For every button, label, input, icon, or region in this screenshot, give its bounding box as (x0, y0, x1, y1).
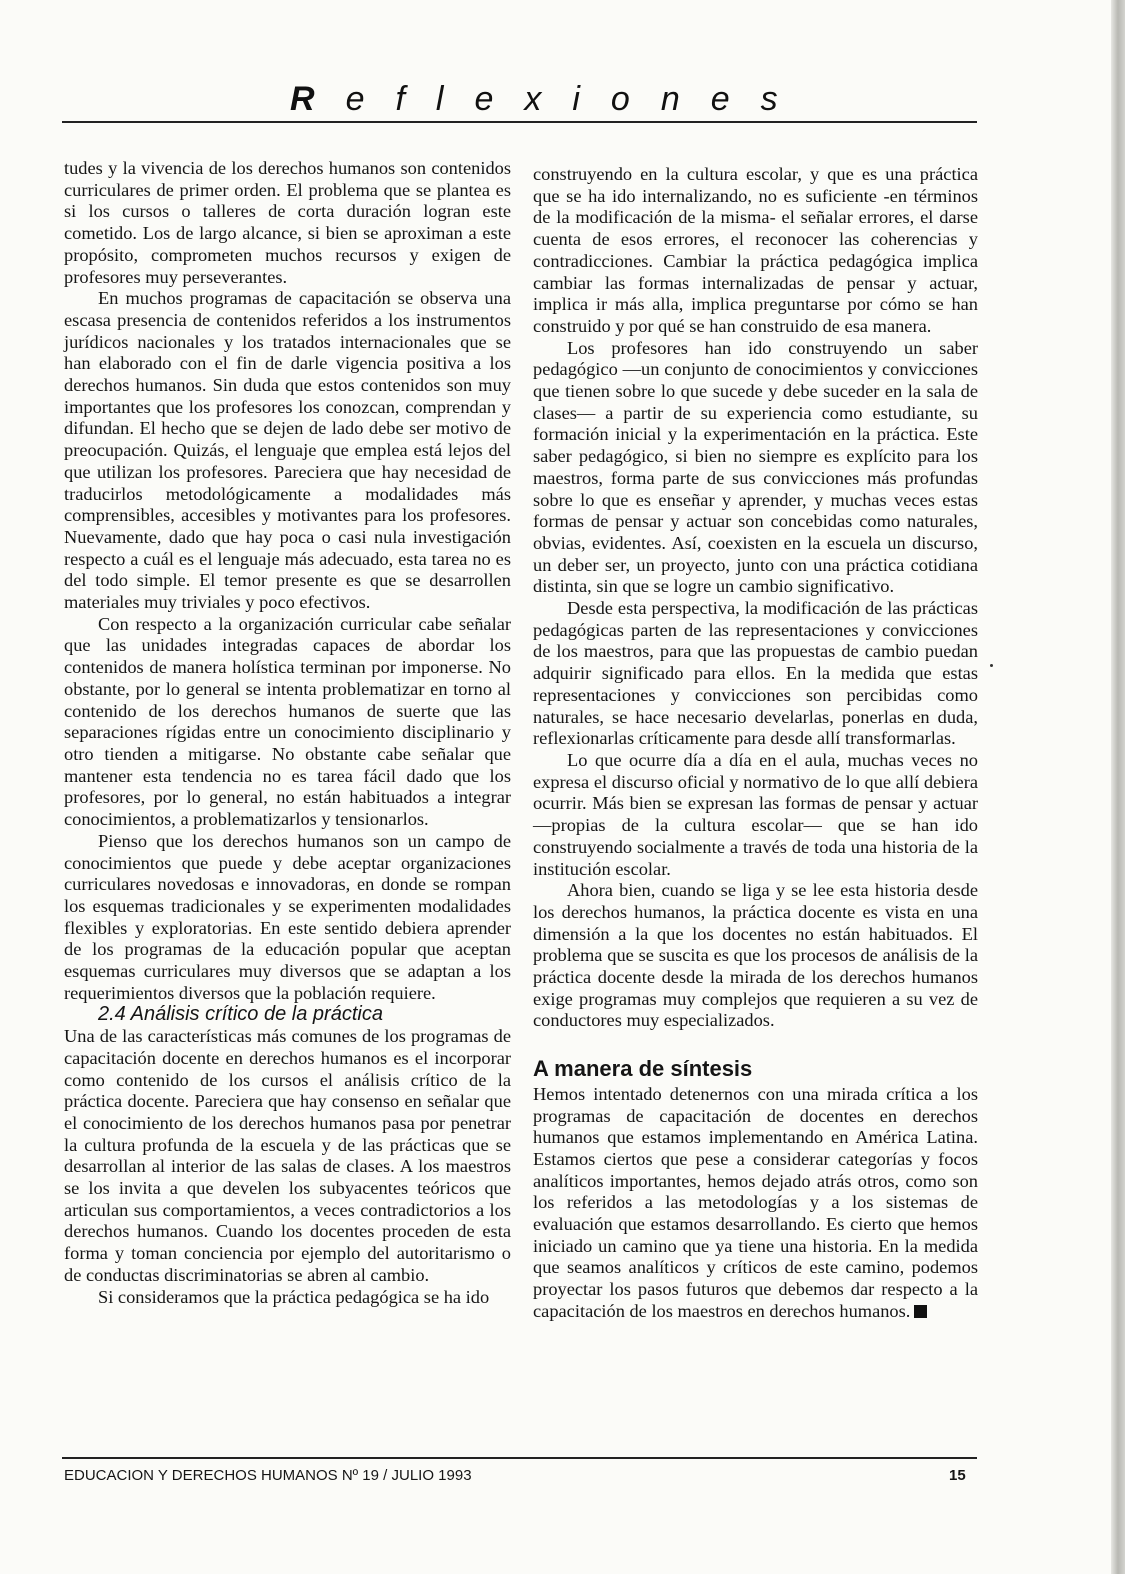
print-speck (990, 664, 993, 667)
paragraph: tudes y la vivencia de los derechos humanos son contenidos curriculares de primer orden. El problema que se plantea es si los cursos o talleres de corta duración logran este cometido. Los de largo alcance, si bien se aproximan a este propósito, comprometen muchos recursos y exigen de profesores muy perseverantes. (64, 158, 511, 287)
paragraph: Desde esta perspectiva, la modificación de las prácticas pedagógicas parten de las representaciones y convicciones de los maestros, para que las propuestas de cambio puedan adquirir significado para ellos. En la medida que estas representaciones y convicciones son percibidas como naturales, se hace necesario develarlas, ponerlas en duda, reflexionarlas críticamente para desde allí transformarlas. (533, 598, 978, 749)
section-heading: A manera de síntesis (533, 1056, 753, 1082)
paragraph: Lo que ocurre día a día en el aula, muchas veces no expresa el discurso oficial y normativo de lo que allí debiera ocurrir. Más bien se expresan las formas de pensar y actuar —propias de la cultura escolar— que se han ido construyendo socialmente a través de toda una historia de la institución escolar. (533, 749, 978, 879)
footer-publication: EDUCACION Y DERECHOS HUMANOS Nº 19 / JULIO 1993 (64, 1467, 472, 1484)
paragraph: Si consideramos que la práctica pedagógica se ha ido (98, 1286, 490, 1307)
paragraph-final (533, 1084, 978, 1323)
header-rule (62, 121, 977, 123)
paragraph: Ahora bien, cuando se liga y se lee esta historia desde los derechos humanos, la práctica docente es vista en una dimensión a la que los docentes no están habituados. El problema que se suscita es que los procesos de análisis de la práctica docente desde la mirada de los derechos humanos exige programas muy complejos que requieren a su vez de conductores muy especializados. (533, 880, 978, 1031)
right-column (533, 164, 978, 1323)
section-header-rest: eflexiones (345, 80, 809, 118)
footer-rule (62, 1457, 977, 1459)
paragraph: En muchos programas de capacitación se observa una escasa presencia de contenidos referidos a los instrumentos jurídicos nacionales y los tratados internacionales que se han elaborado con el fin de darle vigencia positiva a los derechos humanos. Sin duda que estos contenidos son muy importantes que los profesores los conozcan, comprendan y difundan. El hecho que se dejen de lado debe ser motivo de preocupación. Quizás, el lenguaje que emplea está lejos del que utilizan los profesores. Pareciera que hay necesidad de traducirlos metodológicamente a modalidades más comprensibles, accesibles y motivantes para los profesores. Nuevamente, dado que hay poca o casi nula investigación respecto a cuál es el lenguaje más adecuado, esta tarea no es del todo simple. El temor presente es que se desarrollen materiales muy triviales y poco efectivos. (64, 288, 511, 613)
page-binding-edge (1111, 0, 1125, 1574)
paragraph: Con respecto a la organización curricular cabe señalar que las unidades integradas capaces de abordar los contenidos de manera holística terminan por imponerse. No obstante, por lo general se intenta problematizar en torno al contenido de los derechos humanos de suerte que las separaciones rígidas entre un conocimiento disciplinario y otro tienden a mitigarse. No obstante cabe señalar que mantener esta tendencia no es tarea fácil dado que los profesores, por lo general, no están habituados a integrar conocimientos, a problematizarlos y tensionarlos. (64, 613, 511, 830)
paragraph: Pienso que los derechos humanos son un campo de conocimientos que puede y debe aceptar organizaciones curriculares novedosas e innovadoras, en donde se rompan los esquemas tradicionales y se experimenten modalidades flexibles y exploratorias. En este sentido debiera aprender de los programas de la educación popular que aceptan esquemas curriculares muy diversos que se adaptan a los requerimientos diversos que la población requiere. (64, 830, 511, 1003)
paragraph: construyendo en la cultura escolar, y que es una práctica que se ha ido internalizando, no es suficiente -en términos de la modificación de la misma- el señalar errores, el darse cuenta de esos errores, el reconocer las coherencias y contradicciones. Cambiar la práctica pedagógica implica cambiar las formas internalizadas de pensar y actuar, implica ir más alla, implica preguntarse por cómo se han construido y por qué se han construido de esa manera. (533, 164, 978, 336)
paragraph-final-text: Hemos intentado detenernos con una mirada crítica a los programas de capacitación de docentes en derechos humanos que estamos implementando en América Latina. Estamos ciertos que pese a considerar categorías y focos analíticos importantes, hemos dejado atrás otros, como son los referidos a las metodologías y a los sistemas de evaluación que estamos desarrollando. Es cierto que hemos iniciado un camino que ya tiene una historia. En la medida que seamos analíticos y críticos de este camino, podemos proyectar los pasos futuros que debemos dar respecto a la capacitación de los maestros en derechos humanos. (533, 1083, 978, 1321)
section-header-title (290, 80, 809, 119)
paragraph: Una de las características más comunes de los programas de capacitación docente en derechos humanos es el incorporar como contenido de los cursos el análisis crítico de la práctica docente. Pareciera que hay consenso en señalar que el conocimiento de los derechos humanos pasa por penetrar la cultura profunda de la escuela y de las prácticas que se desarrollan al interior de las salas de clases. A los maestros se los invita a que develen los subyacentes teóricos que articulan sus comportamientos, a veces contradictorios a los derechos humanos. Cuando los docentes proceden de esta forma y toman conciencia por ejemplo del autoritarismo o de conductas discriminatorias se abren al cambio. (64, 1026, 511, 1285)
section-header-initial: R (290, 80, 346, 118)
page-number: 15 (949, 1467, 966, 1484)
subsection-heading: 2.4 Análisis crítico de la práctica (98, 1003, 383, 1026)
left-column (64, 158, 511, 1308)
paragraph: Los profesores han ido construyendo un saber pedagógico —un conjunto de conocimientos y convicciones que tienen sobre lo que sucede y debe suceder en la sala de clases— a partir de su experiencia como estudiante, su formación inicial y la experimentación en la práctica. Este saber pedagógico, si bien no siempre es explícito para los maestros, forma parte de sus convicciones más profundas sobre lo que es enseñar y aprender, y muchas veces estas formas de pensar y actuar son concebidas como naturales, obvias, evidentes. Así, coexisten en la escuela un discurso, un deber ser, un proyecto, junto con una práctica cotidiana distinta, sin que se logre un cambio significativo. (533, 337, 978, 597)
end-of-article-icon (914, 1305, 927, 1318)
